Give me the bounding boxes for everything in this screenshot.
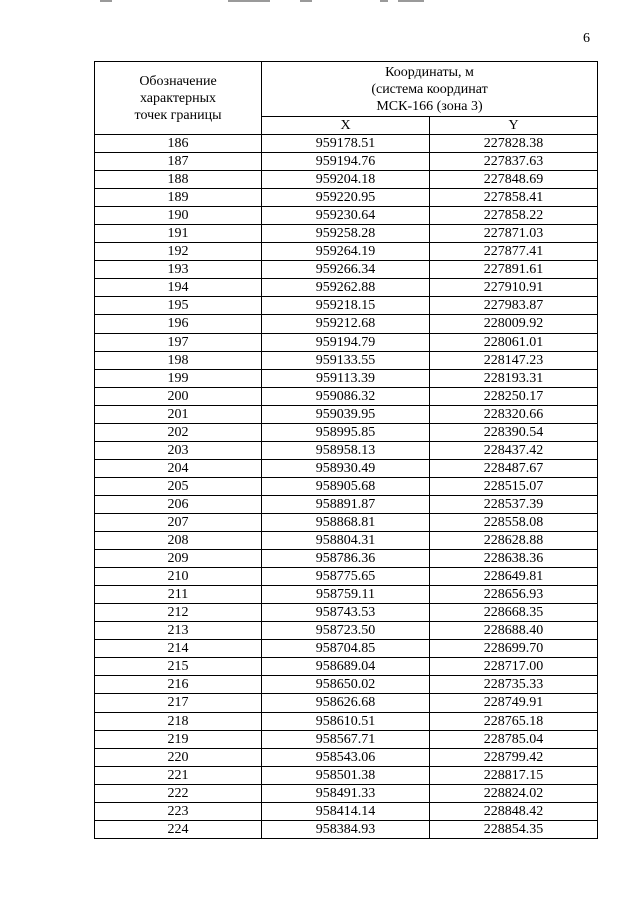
point-number-cell: 197: [95, 333, 262, 351]
point-number-cell: 189: [95, 189, 262, 207]
table-row: [95, 748, 598, 766]
x-coordinate-cell: 958689.04: [262, 658, 430, 676]
scan-top-marks: [0, 0, 640, 6]
x-coordinate-cell: 958786.36: [262, 550, 430, 568]
point-number-cell: 195: [95, 297, 262, 315]
table-row: [95, 441, 598, 459]
coordinates-column-header: [262, 62, 598, 117]
x-coordinate-cell: 958491.33: [262, 784, 430, 802]
scan-mark: [300, 0, 312, 2]
y-coordinate-cell: 227891.61: [430, 261, 598, 279]
point-number-cell: 207: [95, 513, 262, 531]
point-number-cell: 217: [95, 694, 262, 712]
y-coordinate-cell: 228515.07: [430, 477, 598, 495]
y-coordinate-cell: 227877.41: [430, 243, 598, 261]
x-coordinate-cell: 958905.68: [262, 477, 430, 495]
x-coordinate-cell: 959230.64: [262, 207, 430, 225]
table-row: [95, 171, 598, 189]
point-number-cell: 200: [95, 387, 262, 405]
x-coordinate-cell: 958414.14: [262, 802, 430, 820]
point-column-header: [95, 62, 262, 135]
x-coordinate-cell: 958868.81: [262, 513, 430, 531]
x-coordinate-cell: 958704.85: [262, 640, 430, 658]
coords-header-line: (система координат: [371, 81, 488, 97]
x-coordinate-cell: 958610.51: [262, 712, 430, 730]
table-row: [95, 189, 598, 207]
x-coordinate-cell: 959039.95: [262, 405, 430, 423]
x-coordinate-cell: 958804.31: [262, 532, 430, 550]
table-row: [95, 297, 598, 315]
y-coordinate-cell: 227910.91: [430, 279, 598, 297]
x-coordinate-cell: 959220.95: [262, 189, 430, 207]
point-number-cell: 218: [95, 712, 262, 730]
table-body: [95, 135, 598, 839]
point-number-cell: 221: [95, 766, 262, 784]
y-coordinate-cell: 227858.22: [430, 207, 598, 225]
point-header-line: Обозначение: [139, 73, 217, 89]
point-number-cell: 193: [95, 261, 262, 279]
scan-mark: [380, 0, 388, 2]
table-row: [95, 820, 598, 838]
table-row: [95, 712, 598, 730]
y-coordinate-cell: 228817.15: [430, 766, 598, 784]
x-coordinate-cell: 959218.15: [262, 297, 430, 315]
table-row: [95, 351, 598, 369]
x-coordinate-cell: 959262.88: [262, 279, 430, 297]
table-row: [95, 604, 598, 622]
x-coordinate-cell: 959194.76: [262, 153, 430, 171]
table-row: [95, 513, 598, 531]
x-coordinate-cell: 958958.13: [262, 441, 430, 459]
point-header-line: характерных: [139, 90, 217, 106]
x-coordinate-cell: 959086.32: [262, 387, 430, 405]
x-coordinate-cell: 959266.34: [262, 261, 430, 279]
point-number-cell: 220: [95, 748, 262, 766]
table-row: [95, 676, 598, 694]
y-coordinate-cell: 228735.33: [430, 676, 598, 694]
point-number-cell: 215: [95, 658, 262, 676]
point-number-cell: 212: [95, 604, 262, 622]
table-row: [95, 423, 598, 441]
x-coordinate-cell: 958759.11: [262, 586, 430, 604]
y-coordinate-cell: 228699.70: [430, 640, 598, 658]
x-coordinate-cell: 958743.53: [262, 604, 430, 622]
coords-header-line: Координаты, м: [385, 64, 474, 80]
x-coordinate-cell: 959258.28: [262, 225, 430, 243]
point-number-cell: 186: [95, 135, 262, 153]
table-row: [95, 135, 598, 153]
point-number-cell: 202: [95, 423, 262, 441]
table-row: [95, 586, 598, 604]
y-coordinate-cell: 228193.31: [430, 369, 598, 387]
table-row: [95, 802, 598, 820]
table-row: [95, 622, 598, 640]
point-number-cell: 188: [95, 171, 262, 189]
point-number-cell: 216: [95, 676, 262, 694]
point-number-cell: 187: [95, 153, 262, 171]
table-row: [95, 405, 598, 423]
y-coordinate-cell: 228061.01: [430, 333, 598, 351]
table-row: [95, 315, 598, 333]
x-coordinate-cell: 959113.39: [262, 369, 430, 387]
point-number-cell: 209: [95, 550, 262, 568]
y-coordinate-cell: 228824.02: [430, 784, 598, 802]
x-coordinate-cell: 958930.49: [262, 459, 430, 477]
point-number-cell: 224: [95, 820, 262, 838]
table-row: [95, 333, 598, 351]
x-coordinate-cell: 959204.18: [262, 171, 430, 189]
x-coordinate-cell: 958567.71: [262, 730, 430, 748]
point-number-cell: 199: [95, 369, 262, 387]
point-number-cell: 192: [95, 243, 262, 261]
y-coordinate-cell: 228628.88: [430, 532, 598, 550]
page-number: 6: [583, 31, 590, 46]
x-coordinate-cell: 958501.38: [262, 766, 430, 784]
x-coordinate-cell: 958543.06: [262, 748, 430, 766]
table-row: [95, 568, 598, 586]
scan-mark: [228, 0, 270, 2]
y-coordinate-cell: 228848.42: [430, 802, 598, 820]
table-row: [95, 694, 598, 712]
table-row: [95, 784, 598, 802]
table-row: [95, 495, 598, 513]
point-number-cell: 214: [95, 640, 262, 658]
y-coordinate-cell: 228558.08: [430, 513, 598, 531]
table-row: [95, 766, 598, 784]
x-coordinate-cell: 958775.65: [262, 568, 430, 586]
y-coordinate-cell: 227837.63: [430, 153, 598, 171]
point-header-line: точек границы: [134, 107, 222, 123]
table-row: [95, 207, 598, 225]
table-row: [95, 658, 598, 676]
point-number-cell: 210: [95, 568, 262, 586]
point-number-cell: 190: [95, 207, 262, 225]
y-coordinate-cell: 228799.42: [430, 748, 598, 766]
point-number-cell: 201: [95, 405, 262, 423]
y-coordinate-cell: 228656.93: [430, 586, 598, 604]
y-coordinate-cell: 228250.17: [430, 387, 598, 405]
x-coordinate-cell: 959194.79: [262, 333, 430, 351]
scan-mark: [398, 0, 424, 2]
point-number-cell: 194: [95, 279, 262, 297]
y-coordinate-cell: 228785.04: [430, 730, 598, 748]
y-coordinate-cell: 228688.40: [430, 622, 598, 640]
table-row: [95, 477, 598, 495]
scan-mark: [100, 0, 112, 2]
table-row: [95, 243, 598, 261]
y-coordinate-cell: 227858.41: [430, 189, 598, 207]
y-column-header: Y: [430, 117, 598, 135]
x-coordinate-cell: 958723.50: [262, 622, 430, 640]
x-coordinate-cell: 958891.87: [262, 495, 430, 513]
y-coordinate-cell: 227848.69: [430, 171, 598, 189]
table-row: [95, 225, 598, 243]
y-coordinate-cell: 228765.18: [430, 712, 598, 730]
coords-header-line: МСК-166 (зона 3): [376, 98, 483, 114]
point-number-cell: 223: [95, 802, 262, 820]
point-number-cell: 222: [95, 784, 262, 802]
y-coordinate-cell: 227871.03: [430, 225, 598, 243]
point-number-cell: 196: [95, 315, 262, 333]
table-row: [95, 279, 598, 297]
y-coordinate-cell: 228320.66: [430, 405, 598, 423]
y-coordinate-cell: 228487.67: [430, 459, 598, 477]
point-number-cell: 211: [95, 586, 262, 604]
y-coordinate-cell: 228390.54: [430, 423, 598, 441]
y-coordinate-cell: 227828.38: [430, 135, 598, 153]
x-coordinate-cell: 958995.85: [262, 423, 430, 441]
x-coordinate-cell: 959212.68: [262, 315, 430, 333]
point-number-cell: 219: [95, 730, 262, 748]
y-coordinate-cell: 228749.91: [430, 694, 598, 712]
point-number-cell: 198: [95, 351, 262, 369]
y-coordinate-cell: 228009.92: [430, 315, 598, 333]
y-coordinate-cell: 228717.00: [430, 658, 598, 676]
point-number-cell: 191: [95, 225, 262, 243]
table-row: [95, 153, 598, 171]
table-row: [95, 640, 598, 658]
y-coordinate-cell: 228537.39: [430, 495, 598, 513]
x-coordinate-cell: 958650.02: [262, 676, 430, 694]
point-number-cell: 213: [95, 622, 262, 640]
y-coordinate-cell: 228147.23: [430, 351, 598, 369]
table-row: [95, 369, 598, 387]
table-row: [95, 730, 598, 748]
table-header: [95, 62, 598, 135]
table-row: [95, 387, 598, 405]
point-number-cell: 203: [95, 441, 262, 459]
point-number-cell: 206: [95, 495, 262, 513]
x-coordinate-cell: 959178.51: [262, 135, 430, 153]
x-column-header: X: [262, 117, 430, 135]
y-coordinate-cell: 228854.35: [430, 820, 598, 838]
x-coordinate-cell: 958384.93: [262, 820, 430, 838]
table-row: [95, 532, 598, 550]
x-coordinate-cell: 959133.55: [262, 351, 430, 369]
y-coordinate-cell: 227983.87: [430, 297, 598, 315]
table-row: [95, 459, 598, 477]
y-coordinate-cell: 228649.81: [430, 568, 598, 586]
table-row: [95, 550, 598, 568]
table-row: [95, 261, 598, 279]
y-coordinate-cell: 228668.35: [430, 604, 598, 622]
x-coordinate-cell: 959264.19: [262, 243, 430, 261]
point-number-cell: 208: [95, 532, 262, 550]
point-number-cell: 204: [95, 459, 262, 477]
y-coordinate-cell: 228437.42: [430, 441, 598, 459]
y-coordinate-cell: 228638.36: [430, 550, 598, 568]
coordinates-table: [94, 61, 598, 839]
point-number-cell: 205: [95, 477, 262, 495]
x-coordinate-cell: 958626.68: [262, 694, 430, 712]
